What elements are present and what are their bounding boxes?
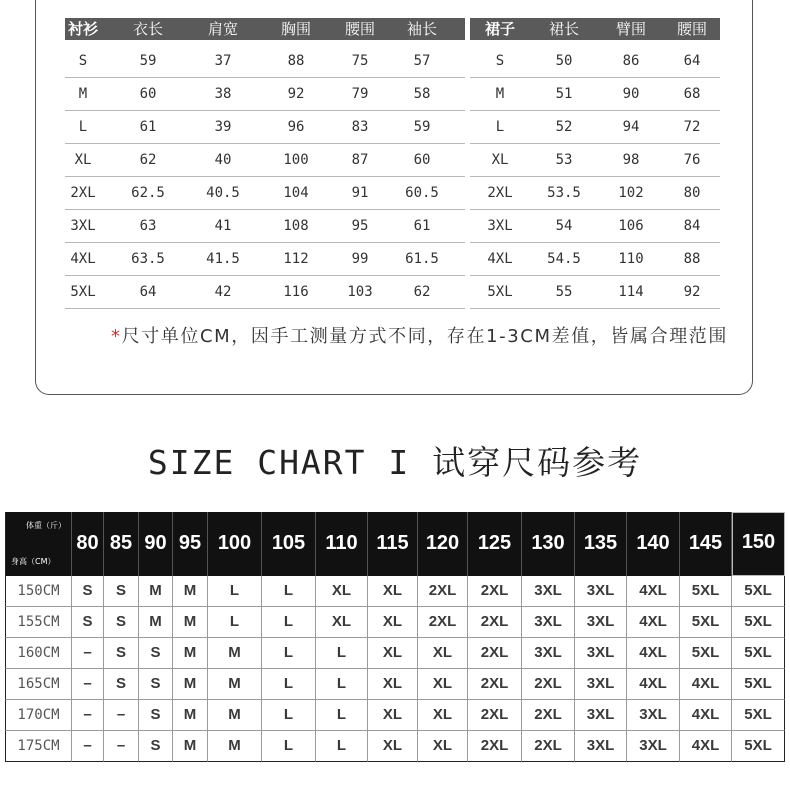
skirt-value-cell: 68 [683,86,701,102]
size-cell: 4XL [627,576,680,607]
size-cell: S [139,731,173,762]
size-cell: 3XL [575,607,627,638]
size-cell: 5XL [732,638,785,669]
shirt-size-label: 2XL [70,185,96,201]
shirt-value-cell: 38 [214,86,232,102]
size-cell: 5XL [732,576,785,607]
weight-header-cell: 145 [680,512,732,576]
size-cell: S [139,638,173,669]
shirt-value-cell: 41.5 [206,251,240,267]
size-cell: XL [368,731,418,762]
skirt-row [470,177,720,210]
height-label-cell: 155CM [5,607,72,638]
note-text: 尺寸单位CM，因手工测量方式不同，存在1-3CM差值，皆属合理范围 [121,326,729,347]
size-cell: XL [418,638,468,669]
shirt-value-cell: 87 [351,152,369,168]
size-cell: 2XL [522,700,575,731]
size-cell: L [208,607,262,638]
size-cell: – [72,731,104,762]
shirt-value-cell: 104 [283,185,309,201]
measurement-note [111,324,728,350]
size-cell: XL [368,638,418,669]
size-cell: XL [418,731,468,762]
skirt-measurement-table [470,18,720,309]
size-cell: S [104,669,139,700]
size-chart-header-row [5,512,785,576]
size-cell: 5XL [732,700,785,731]
shirt-value-cell: 88 [287,53,305,69]
shirt-value-cell: 91 [351,185,369,201]
size-cell: XL [418,669,468,700]
size-cell: 3XL [522,576,575,607]
shirt-value-cell: 95 [351,218,369,234]
size-cell: – [104,731,139,762]
skirt-value-cell: 114 [618,284,644,300]
shirt-value-cell: 92 [287,86,305,102]
weight-axis-label: 体重（斤） [26,521,66,530]
shirt-value-cell: 41 [214,218,232,234]
shirt-value-cell: 61 [139,119,157,135]
size-cell: 2XL [468,700,522,731]
size-cell: 5XL [680,638,732,669]
size-cell: 5XL [732,731,785,762]
shirt-value-cell: 57 [413,53,431,69]
size-cell: L [316,731,368,762]
shirt-header-cell: 衣长 [132,20,163,38]
shirt-header-cell: 肩宽 [207,20,238,38]
shirt-value-cell: 42 [214,284,232,300]
size-cell: M [139,607,173,638]
shirt-size-label: XL [74,152,92,168]
shirt-row [65,276,465,309]
size-cell: S [139,700,173,731]
shirt-row [65,243,465,276]
size-cell: XL [368,607,418,638]
shirt-size-label: 5XL [70,284,96,300]
size-cell: 2XL [468,731,522,762]
weight-header-cell: 95 [173,512,208,576]
skirt-value-cell: 53.5 [547,185,581,201]
size-cell: L [262,576,316,607]
size-cell: XL [316,607,368,638]
shirt-header-cell: 胸围 [280,20,311,38]
size-chart-row [5,731,785,762]
shirt-header-cell: 衬衫 [67,20,98,38]
weight-header-cell: 120 [418,512,468,576]
size-chart-row [5,638,785,669]
size-cell: M [173,669,208,700]
height-label-cell: 165CM [5,669,72,700]
size-cell: 2XL [468,607,522,638]
skirt-value-cell: 88 [683,251,701,267]
size-cell: 3XL [575,638,627,669]
note-asterisk: * [111,326,122,347]
shirt-value-cell: 96 [287,119,305,135]
skirt-value-cell: 86 [622,53,640,69]
shirt-value-cell: 108 [283,218,309,234]
size-chart-row [5,607,785,638]
shirt-measurement-table [65,18,465,309]
size-cell: 5XL [680,576,732,607]
shirt-size-label: S [78,53,88,69]
skirt-value-cell: 102 [618,185,644,201]
size-cell: 4XL [627,638,680,669]
skirt-value-cell: 51 [555,86,573,102]
skirt-value-cell: 55 [555,284,573,300]
skirt-header-row [470,18,720,40]
weight-header-cell: 130 [522,512,575,576]
shirt-header-row [65,18,465,40]
skirt-value-cell: 72 [683,119,701,135]
size-cell: 3XL [627,731,680,762]
size-cell: S [104,576,139,607]
size-cell: 3XL [575,731,627,762]
size-cell: M [173,638,208,669]
size-chart-row [5,669,785,700]
weight-header-cell: 125 [468,512,522,576]
weight-header-cell: 140 [627,512,680,576]
size-cell: M [208,638,262,669]
shirt-value-cell: 100 [283,152,309,168]
shirt-value-cell: 37 [214,53,232,69]
shirt-value-cell: 83 [351,119,369,135]
skirt-value-cell: 53 [555,152,573,168]
size-cell: 2XL [468,638,522,669]
shirt-value-cell: 58 [413,86,431,102]
skirt-size-label: L [495,119,505,135]
shirt-value-cell: 60 [413,152,431,168]
skirt-value-cell: 76 [683,152,701,168]
size-recommendation-table [5,512,785,762]
skirt-value-cell: 94 [622,119,640,135]
weight-header-cell: 115 [368,512,418,576]
size-cell: 5XL [680,607,732,638]
shirt-value-cell: 75 [351,53,369,69]
shirt-row [65,45,465,78]
size-cell: S [72,576,104,607]
skirt-size-label: XL [491,152,509,168]
shirt-value-cell: 39 [214,119,232,135]
skirt-header-cell: 裙子 [484,20,515,38]
weight-header-cell: 100 [208,512,262,576]
skirt-size-label: 4XL [487,251,513,267]
shirt-header-cell: 袖长 [406,20,437,38]
size-cell: L [262,607,316,638]
shirt-value-cell: 59 [413,119,431,135]
size-cell: S [72,607,104,638]
size-cell: – [72,638,104,669]
height-label-cell: 160CM [5,638,72,669]
shirt-value-cell: 79 [351,86,369,102]
height-label-cell: 150CM [5,576,72,607]
size-cell: XL [368,576,418,607]
size-chart-row [5,576,785,607]
skirt-row [470,210,720,243]
size-cell: S [104,607,139,638]
size-cell: XL [418,700,468,731]
skirt-row [470,276,720,309]
size-cell: 3XL [522,607,575,638]
size-cell: 2XL [522,731,575,762]
size-cell: M [139,576,173,607]
shirt-value-cell: 61 [413,218,431,234]
size-cell: L [262,731,316,762]
size-cell: 3XL [627,700,680,731]
size-cell: M [173,607,208,638]
skirt-value-cell: 54.5 [547,251,581,267]
shirt-value-cell: 40 [214,152,232,168]
weight-header-cell: 105 [262,512,316,576]
size-cell: 3XL [575,576,627,607]
weight-header-cell: 150 [732,512,785,576]
shirt-size-label: M [78,86,88,102]
size-cell: M [173,731,208,762]
shirt-value-cell: 116 [283,284,309,300]
shirt-value-cell: 60.5 [405,185,439,201]
shirt-size-label: 4XL [70,251,96,267]
size-cell: 2XL [468,576,522,607]
weight-header-cell: 135 [575,512,627,576]
skirt-row [470,45,720,78]
skirt-value-cell: 90 [622,86,640,102]
shirt-value-cell: 62.5 [131,185,165,201]
skirt-row [470,243,720,276]
skirt-value-cell: 64 [683,53,701,69]
size-cell: L [262,669,316,700]
skirt-value-cell: 110 [618,251,644,267]
shirt-header-cell: 腰围 [344,20,375,38]
size-cell: M [208,669,262,700]
skirt-row [470,111,720,144]
weight-header-cell: 80 [72,512,104,576]
size-cell: 4XL [680,669,732,700]
skirt-value-cell: 106 [618,218,644,234]
skirt-value-cell: 98 [622,152,640,168]
size-cell: XL [316,576,368,607]
skirt-header-cell: 臂围 [615,20,646,38]
size-cell: S [104,638,139,669]
size-cell: M [173,700,208,731]
shirt-row [65,144,465,177]
shirt-value-cell: 60 [139,86,157,102]
size-chart-row [5,700,785,731]
shirt-value-cell: 99 [351,251,369,267]
skirt-header-cell: 腰围 [676,20,707,38]
size-cell: 2XL [468,669,522,700]
size-cell: M [208,700,262,731]
size-cell: L [316,638,368,669]
height-label-cell: 170CM [5,700,72,731]
size-cell: 4XL [680,731,732,762]
weight-header-cell: 85 [104,512,139,576]
size-cell: S [139,669,173,700]
shirt-value-cell: 61.5 [405,251,439,267]
skirt-size-label: 3XL [487,218,513,234]
shirt-size-label: L [78,119,88,135]
shirt-row [65,177,465,210]
size-cell: 4XL [627,669,680,700]
shirt-value-cell: 62 [413,284,431,300]
skirt-row [470,144,720,177]
shirt-value-cell: 103 [347,284,373,300]
shirt-value-cell: 59 [139,53,157,69]
size-cell: 4XL [627,607,680,638]
skirt-value-cell: 52 [555,119,573,135]
size-cell: 3XL [575,700,627,731]
skirt-size-label: 5XL [487,284,513,300]
size-cell: 4XL [680,700,732,731]
shirt-value-cell: 64 [139,284,157,300]
size-cell: L [262,638,316,669]
size-cell: 3XL [575,669,627,700]
skirt-value-cell: 50 [555,53,573,69]
size-cell: – [104,700,139,731]
page-title: SIZE CHART I 试穿尺码参考 [147,443,643,482]
skirt-size-label: S [495,53,505,69]
size-cell: L [316,700,368,731]
size-cell: 5XL [732,607,785,638]
size-cell: 5XL [732,669,785,700]
shirt-value-cell: 40.5 [206,185,240,201]
skirt-value-cell: 80 [683,185,701,201]
size-cell: – [72,669,104,700]
height-axis-label: 身高（CM） [11,557,56,566]
shirt-value-cell: 62 [139,152,157,168]
size-cell: XL [368,700,418,731]
skirt-value-cell: 54 [555,218,573,234]
size-cell: 3XL [522,638,575,669]
size-cell: L [262,700,316,731]
skirt-value-cell: 84 [683,218,701,234]
weight-header-cell: 90 [139,512,173,576]
shirt-row [65,210,465,243]
size-cell: L [316,669,368,700]
shirt-row [65,111,465,144]
size-cell: 2XL [418,576,468,607]
size-cell: M [173,576,208,607]
skirt-value-cell: 92 [683,284,701,300]
size-cell: 2XL [522,669,575,700]
size-cell: 2XL [418,607,468,638]
shirt-value-cell: 112 [283,251,309,267]
size-cell: M [208,731,262,762]
size-cell: L [208,576,262,607]
size-chart-corner-cell [5,512,72,576]
skirt-header-cell: 裙长 [548,20,579,38]
skirt-row [470,78,720,111]
shirt-value-cell: 63 [139,218,157,234]
skirt-size-label: 2XL [487,185,513,201]
height-label-cell: 175CM [5,731,72,762]
size-cell: XL [368,669,418,700]
shirt-row [65,78,465,111]
skirt-size-label: M [495,86,505,102]
shirt-value-cell: 63.5 [131,251,165,267]
weight-header-cell: 110 [316,512,368,576]
shirt-size-label: 3XL [70,218,96,234]
size-cell: – [72,700,104,731]
